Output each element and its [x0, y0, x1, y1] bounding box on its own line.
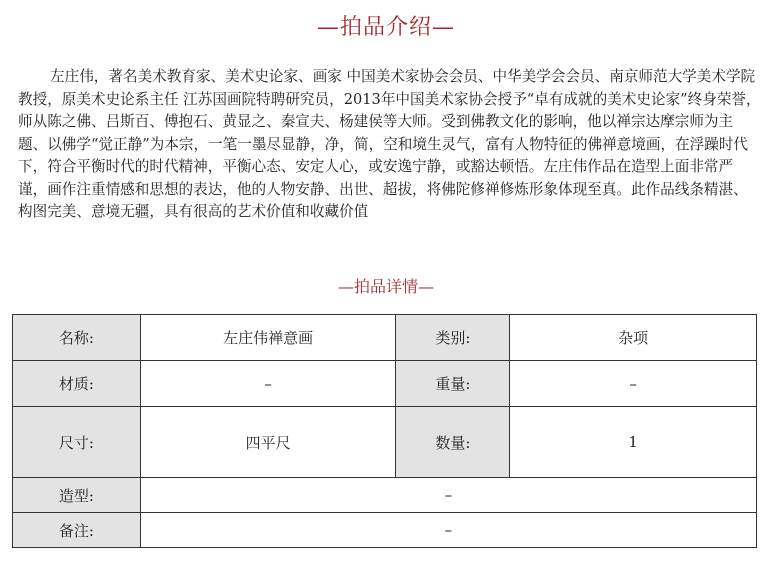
intro-paragraph: 左庄伟，著名美术教育家、美术史论家、画家 中国美术家协会会员、中华美学会会员、南京师范大学美术学院教授，原美术史论系主任 江苏国画院特聘研究员，2013年中国美术家协会授予“卓有成就的美术史论家”终身荣誉，师从陈之佛、吕斯百、傅抱石、黄显之、秦宣夫、杨建侯等大师。受到佛教文化的影响，他以禅宗达摩宗师为主题、以佛学“觉正静”为本宗，一笔一墨尽显静，净，简，空和境生灵气，富有人物特征的佛禅意境画，在浮躁时代下，符合平衡时代的时代精神，平衡心态、安定人心，或安逸宁静，或豁达顿悟。左庄伟作品在造型上面非常严谨，画作注重情感和思想的表达，他的人物安静、出世、超拔，将佛陀修禅修炼形象体现至真。此作品线条精湛、构图完美、意境无疆，具有很高的艺术价值和收藏价值 — [18, 68, 761, 220]
intro-heading: —拍品介绍— — [316, 15, 455, 40]
table-row — [13, 315, 757, 361]
size-label: 尺寸: — [13, 407, 141, 478]
material-value: – — [140, 361, 396, 407]
size-value: 四平尺 — [140, 407, 396, 478]
quantity-value: 1 — [510, 407, 757, 478]
table-row — [13, 513, 757, 548]
material-label: 材质: — [13, 361, 141, 407]
details-heading: —拍品详情— — [337, 277, 434, 296]
shape-value: – — [140, 478, 756, 513]
weight-value: – — [510, 361, 757, 407]
table-row — [13, 478, 757, 513]
category-value: 杂项 — [510, 315, 757, 361]
category-label: 类别: — [396, 315, 510, 361]
notes-label: 备注: — [13, 513, 141, 548]
details-table — [12, 314, 757, 548]
table-row — [13, 361, 757, 407]
name-label: 名称: — [13, 315, 141, 361]
weight-label: 重量: — [396, 361, 510, 407]
table-row — [13, 407, 757, 478]
quantity-label: 数量: — [396, 407, 510, 478]
name-value: 左庄伟禅意画 — [140, 315, 396, 361]
shape-label: 造型: — [13, 478, 141, 513]
notes-value: – — [140, 513, 756, 548]
